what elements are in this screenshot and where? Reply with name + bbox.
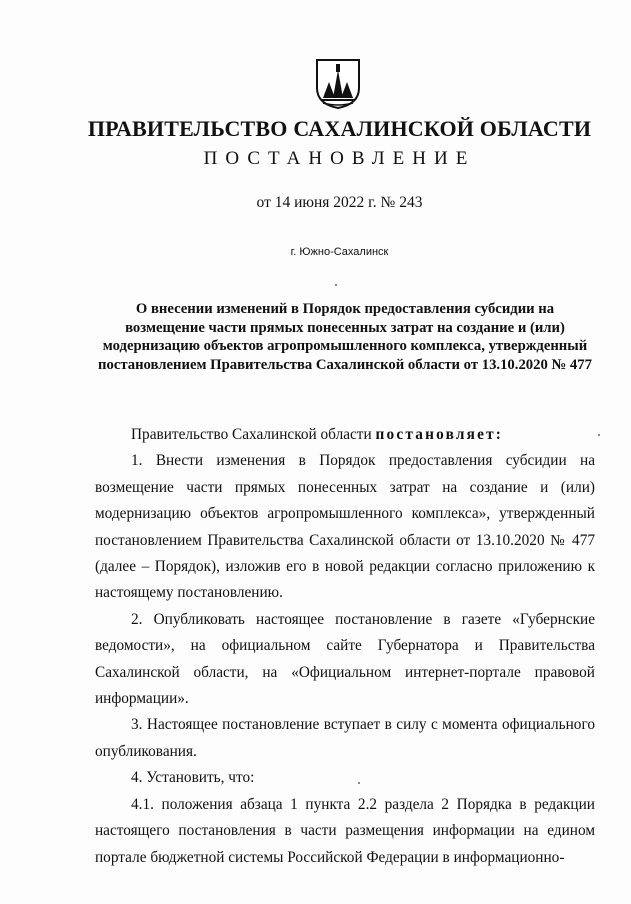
paragraph-4-1: 4.1. положения абзаца 1 пункта 2.2 раздела 2 Порядка в редакции настоящего постановления в части размещения информации на едином портале бюджетной системы Российской Федерации в информационно- xyxy=(95,795,595,866)
paragraph-3: 3. Настоящее постановление вступает в силу с момента официального опубликования. xyxy=(95,716,595,760)
scan-speck xyxy=(598,434,600,436)
scan-speck xyxy=(358,782,360,784)
resolution-subject: О внесении изменений в Порядок предоставления субсидии на возмещение части прямых понесенных затрат на создание и (или) модернизацию объектов агропромышленного комплекса, утвержденный постановлением Правительства Сахалинской области от 13.10.2020 № 477 xyxy=(98,301,592,373)
preamble-resolves: постановляет: xyxy=(375,426,504,443)
scan-speck xyxy=(335,284,337,286)
paragraph-1: 1. Внести изменения в Порядок предоставления субсидии на возмещение части прямых понесенных затрат на создание и (или) модернизацию объектов агропромышленного комплекса», утвержденный постановлением Правительства Сахалинской области от 13.10.2020 № 477 (далее – Порядок), изложив его в новой редакции согласно приложению к настоящему постановлению. xyxy=(95,452,595,602)
preamble xyxy=(95,422,595,448)
coat-of-arms-emblem xyxy=(315,58,361,110)
organization-title: ПРАВИТЕЛЬСТВО САХАЛИНСКОЙ ОБЛАСТИ xyxy=(87,116,592,141)
paragraph-4: 4. Установить, что: xyxy=(131,769,255,787)
sakhalin-coat-of-arms-icon xyxy=(315,58,361,110)
date-and-number: от 14 июня 2022 г. № 243 xyxy=(256,194,423,211)
city-label: г. Южно-Сахалинск xyxy=(290,246,389,258)
resolution-body xyxy=(95,422,595,871)
preamble-lead: Правительство Сахалинской области xyxy=(131,426,372,443)
document-type: ПОСТАНОВЛЕНИЕ xyxy=(203,148,476,169)
paragraph-2: 2. Опубликовать настоящее постановление в газете «Губернские ведомости», на официальном сайте Губернатора и Правительства Сахалинской области, на «Официальном интернет-портале правовой информации». xyxy=(95,610,595,708)
